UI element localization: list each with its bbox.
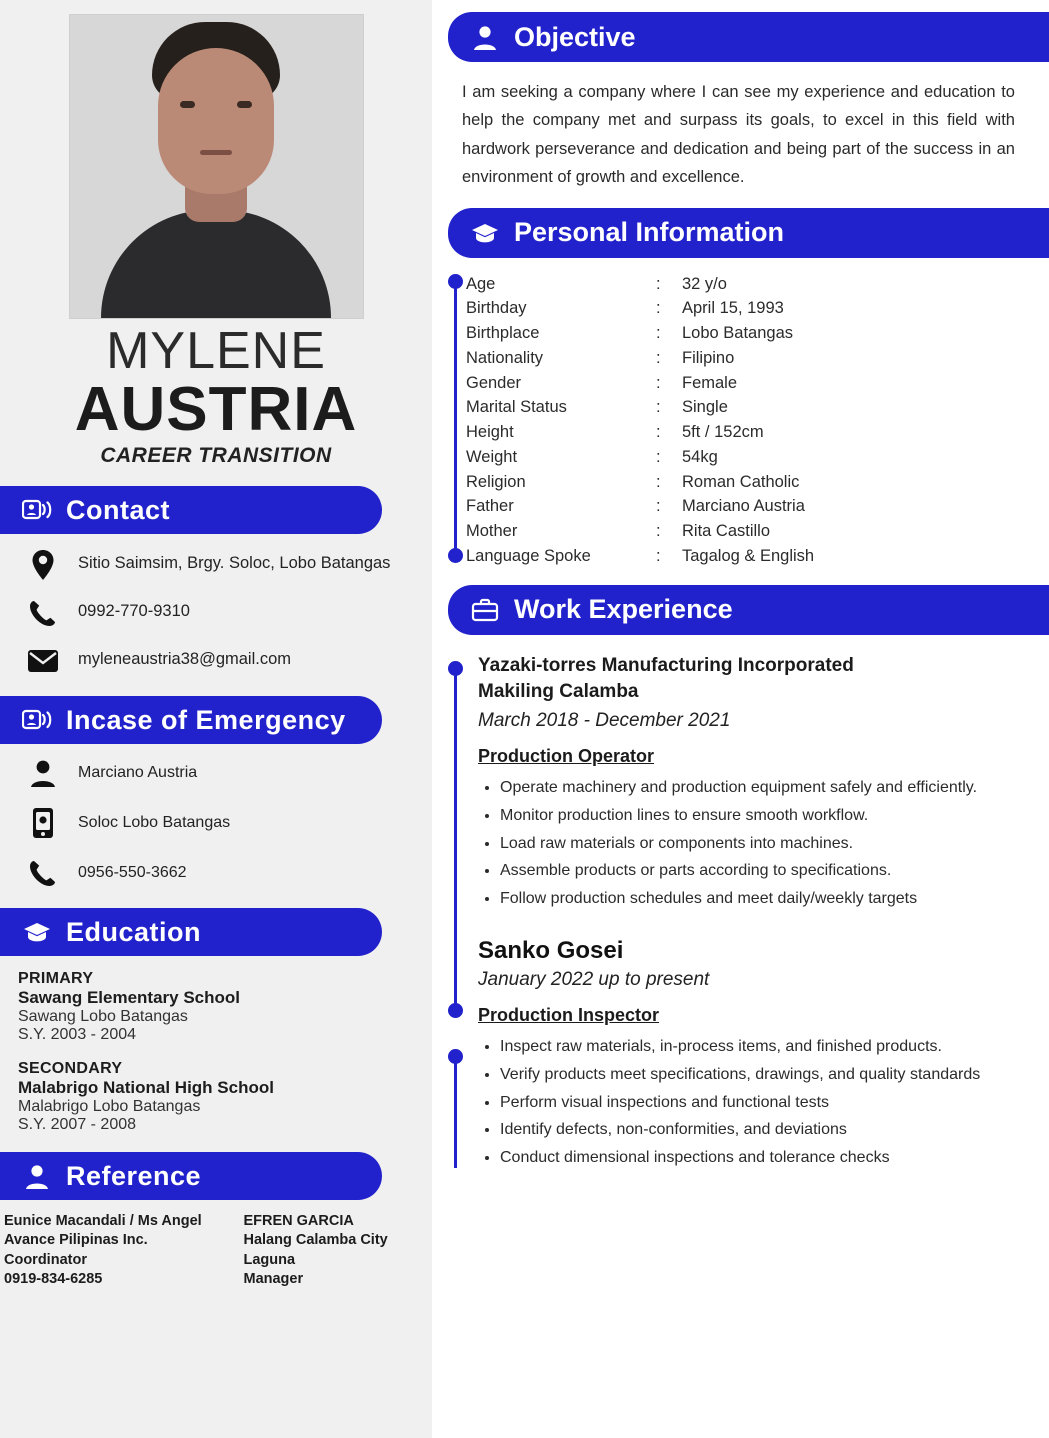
personal-info-separator: :: [656, 472, 661, 491]
personal-info-row: [466, 321, 1033, 346]
job-dates: January 2022 up to present: [478, 969, 710, 991]
personal-info-value: April 15, 1993: [682, 299, 784, 318]
personal-info-separator: :: [656, 546, 661, 565]
personal-info-label: Marital Status: [466, 398, 567, 417]
job-duty: • Operate machinery and production equipment safely and efficiently.: [500, 777, 1033, 799]
contact-phone: 0992-770-9310: [78, 602, 190, 621]
timeline-rail: [454, 667, 457, 1012]
personal-info-label: Age: [466, 274, 496, 293]
personal-information-list: [448, 258, 1033, 569]
timeline-dot: [448, 274, 463, 289]
education-years: S.Y. 2003 - 2004: [18, 1026, 137, 1044]
emergency-row-phone: [26, 856, 414, 890]
education-entry: [18, 1060, 414, 1134]
personal-info-label: Birthday: [466, 299, 527, 318]
education-address: Malabrigo Lobo Batangas: [18, 1098, 201, 1116]
personal-info-row: [466, 420, 1033, 445]
section-header-reference: [0, 1152, 382, 1200]
education-school: Sawang Elementary School: [18, 988, 241, 1008]
personal-info-separator: :: [656, 299, 661, 318]
objective-text: I am seeking a company where I can see my experience and education to help the company met and surpass its goals, to excel in this field with hardwork perseverance and dedication and being part of the success in an environment of growth and excellence.: [462, 83, 1015, 187]
section-header-personal-information: [448, 208, 1049, 258]
personal-info-value: Single: [682, 398, 728, 417]
right-column: [432, 0, 1049, 1438]
contact-list: [0, 548, 432, 678]
personal-info-row: [466, 272, 1033, 297]
profile-photo: [69, 14, 364, 319]
personal-info-value: Filipino: [682, 348, 735, 367]
emergency-name: Marciano Austria: [78, 764, 198, 782]
person-icon: [26, 756, 60, 790]
section-title-emergency: Incase of Emergency: [66, 704, 346, 735]
job-duty: • Conduct dimensional inspections and tolerance checks: [500, 1147, 1033, 1169]
personal-info-separator: :: [656, 447, 661, 466]
education-school: Malabrigo National High School: [18, 1078, 274, 1098]
personal-info-separator: :: [656, 348, 661, 367]
personal-info-separator: :: [656, 423, 661, 441]
section-title-education: Education: [66, 916, 202, 947]
reference-list: [0, 1200, 432, 1289]
graduation-cap-icon: [22, 917, 52, 947]
emergency-row-name: [26, 756, 414, 790]
contact-email: myleneaustria38@gmail.com: [78, 650, 292, 669]
emergency-phone: 0956-550-3662: [78, 864, 187, 882]
personal-info-value: Tagalog & English: [682, 546, 815, 565]
emergency-list: [0, 756, 432, 890]
personal-info-value: Roman Catholic: [682, 472, 800, 491]
job-company-line2: Makiling Calamba: [478, 681, 639, 703]
timeline-rail: [454, 1055, 457, 1169]
personal-info-row: [466, 346, 1033, 371]
phone-icon: [26, 856, 60, 890]
contact-row-email: [26, 644, 414, 678]
personal-info-separator: :: [656, 398, 661, 417]
job-duty: • Monitor production lines to ensure smooth workflow.: [500, 805, 1033, 827]
job-duty: • Load raw materials or components into machines.: [500, 833, 1033, 855]
personal-info-value: 54kg: [682, 447, 718, 466]
personal-info-label: Father: [466, 497, 514, 516]
work-experience-list: [448, 635, 1033, 1169]
education-years: S.Y. 2007 - 2008: [18, 1116, 137, 1134]
personal-info-value: Rita Castillo: [682, 522, 771, 540]
last-name: AUSTRIA: [74, 375, 358, 444]
email-icon: [26, 644, 60, 678]
section-header-education: [0, 908, 382, 956]
section-title-reference: Reference: [66, 1160, 202, 1191]
reference-column: [243, 1212, 422, 1289]
section-header-objective: [448, 12, 1049, 62]
emergency-row-address: [26, 806, 414, 840]
reference-phone: 0919-834-6285: [4, 1270, 103, 1287]
job-duty: • Verify products meet specifications, drawings, and quality standards: [500, 1064, 1033, 1086]
reference-role: Coordinator: [4, 1251, 87, 1268]
reference-company: Halang Calamba City Laguna: [243, 1232, 388, 1268]
section-title-work-experience: Work Experience: [514, 594, 733, 624]
personal-info-label: Birthplace: [466, 324, 540, 342]
contact-icon: [22, 495, 52, 525]
graduation-cap-icon: [470, 218, 500, 248]
reference-company: Avance Pilipinas Inc.: [4, 1232, 148, 1249]
first-name: MYLENE: [106, 322, 326, 380]
education-level: PRIMARY: [18, 970, 94, 988]
timeline-dot: [448, 1049, 463, 1064]
personal-info-value: 5ft / 152cm: [682, 423, 764, 441]
education-address: Sawang Lobo Batangas: [18, 1008, 188, 1026]
personal-info-row: [466, 445, 1033, 470]
contact-row-address: [26, 548, 414, 582]
personal-info-value: Lobo Batangas: [682, 324, 794, 342]
personal-info-separator: :: [656, 373, 661, 392]
education-list: [0, 956, 432, 1134]
job-duty-list: [478, 1036, 1033, 1168]
personal-info-value: Female: [682, 373, 738, 392]
work-experience-item: [478, 937, 1033, 1168]
job-duty: • Inspect raw materials, in-process items, and finished products.: [500, 1036, 1033, 1058]
job-dates: March 2018 - December 2021: [478, 710, 731, 732]
personal-info-separator: :: [656, 522, 661, 540]
personal-info-label: Gender: [466, 373, 522, 392]
contact-address: Sitio Saimsim, Brgy. Soloc, Lobo Batangas: [78, 554, 391, 573]
personal-info-label: Mother: [466, 522, 518, 540]
work-experience-item: [478, 653, 1033, 910]
personal-info-row: [466, 470, 1033, 495]
timeline-rail: [454, 280, 457, 557]
job-duty: • Assemble products or parts according to specifications.: [500, 860, 1033, 882]
name-block: [0, 322, 432, 468]
reference-name: EFREN GARCIA: [243, 1213, 354, 1230]
timeline-dot: [448, 548, 463, 563]
person-icon: [22, 1161, 52, 1191]
personal-info-row: [466, 395, 1033, 420]
personal-info-row: [466, 519, 1033, 544]
personal-info-row: [466, 371, 1033, 396]
emergency-address: Soloc Lobo Batangas: [78, 814, 231, 832]
job-role: Production Operator: [478, 746, 655, 767]
personal-info-separator: :: [656, 274, 661, 293]
personal-info-row: [466, 544, 1033, 569]
personal-info-label: Religion: [466, 472, 526, 491]
personal-info-row: [466, 296, 1033, 321]
section-title-personal-information: Personal Information: [514, 217, 785, 247]
phone-icon: [26, 596, 60, 630]
reference-role: Manager: [243, 1270, 304, 1287]
mobile-phone-icon: [26, 806, 60, 840]
personal-info-label: Weight: [466, 447, 518, 466]
profile-tagline: CAREER TRANSITION: [100, 444, 332, 468]
location-pin-icon: [26, 548, 60, 582]
section-header-contact: [0, 486, 382, 534]
section-title-contact: Contact: [66, 494, 170, 525]
left-column: [0, 0, 432, 1438]
timeline-dot: [448, 661, 463, 676]
job-duty-list: [478, 777, 1033, 909]
personal-info-row: [466, 494, 1033, 519]
personal-info-label: Language Spoke: [466, 546, 591, 565]
personal-info-separator: :: [656, 324, 661, 342]
education-entry: [18, 970, 414, 1044]
contact-icon: [22, 705, 52, 735]
reference-name: Eunice Macandali / Ms Angel: [4, 1213, 202, 1230]
education-level: SECONDARY: [18, 1060, 123, 1078]
personal-info-value: Marciano Austria: [682, 497, 805, 516]
contact-row-phone: [26, 596, 414, 630]
personal-info-label: Nationality: [466, 348, 544, 367]
personal-info-label: Height: [466, 423, 514, 441]
person-icon: [470, 22, 500, 52]
job-duty: • Follow production schedules and meet daily/weekly targets: [500, 888, 1033, 910]
personal-info-value: 32 y/o: [682, 274, 727, 293]
job-duty: • Identify defects, non-conformities, and deviations: [500, 1119, 1033, 1141]
section-header-emergency: [0, 696, 382, 744]
section-title-objective: Objective: [514, 21, 636, 52]
personal-info-separator: :: [656, 497, 661, 516]
job-role: Production Inspector: [478, 1005, 660, 1026]
timeline-dot: [448, 1003, 463, 1018]
reference-column: [4, 1212, 229, 1289]
briefcase-icon: [470, 595, 500, 625]
section-header-work-experience: [448, 585, 1049, 635]
job-company-line1: Yazaki-torres Manufacturing Incorporated: [478, 654, 854, 676]
job-duty: • Perform visual inspections and functional tests: [500, 1092, 1033, 1114]
job-company-line1: Sanko Gosei: [478, 937, 624, 965]
